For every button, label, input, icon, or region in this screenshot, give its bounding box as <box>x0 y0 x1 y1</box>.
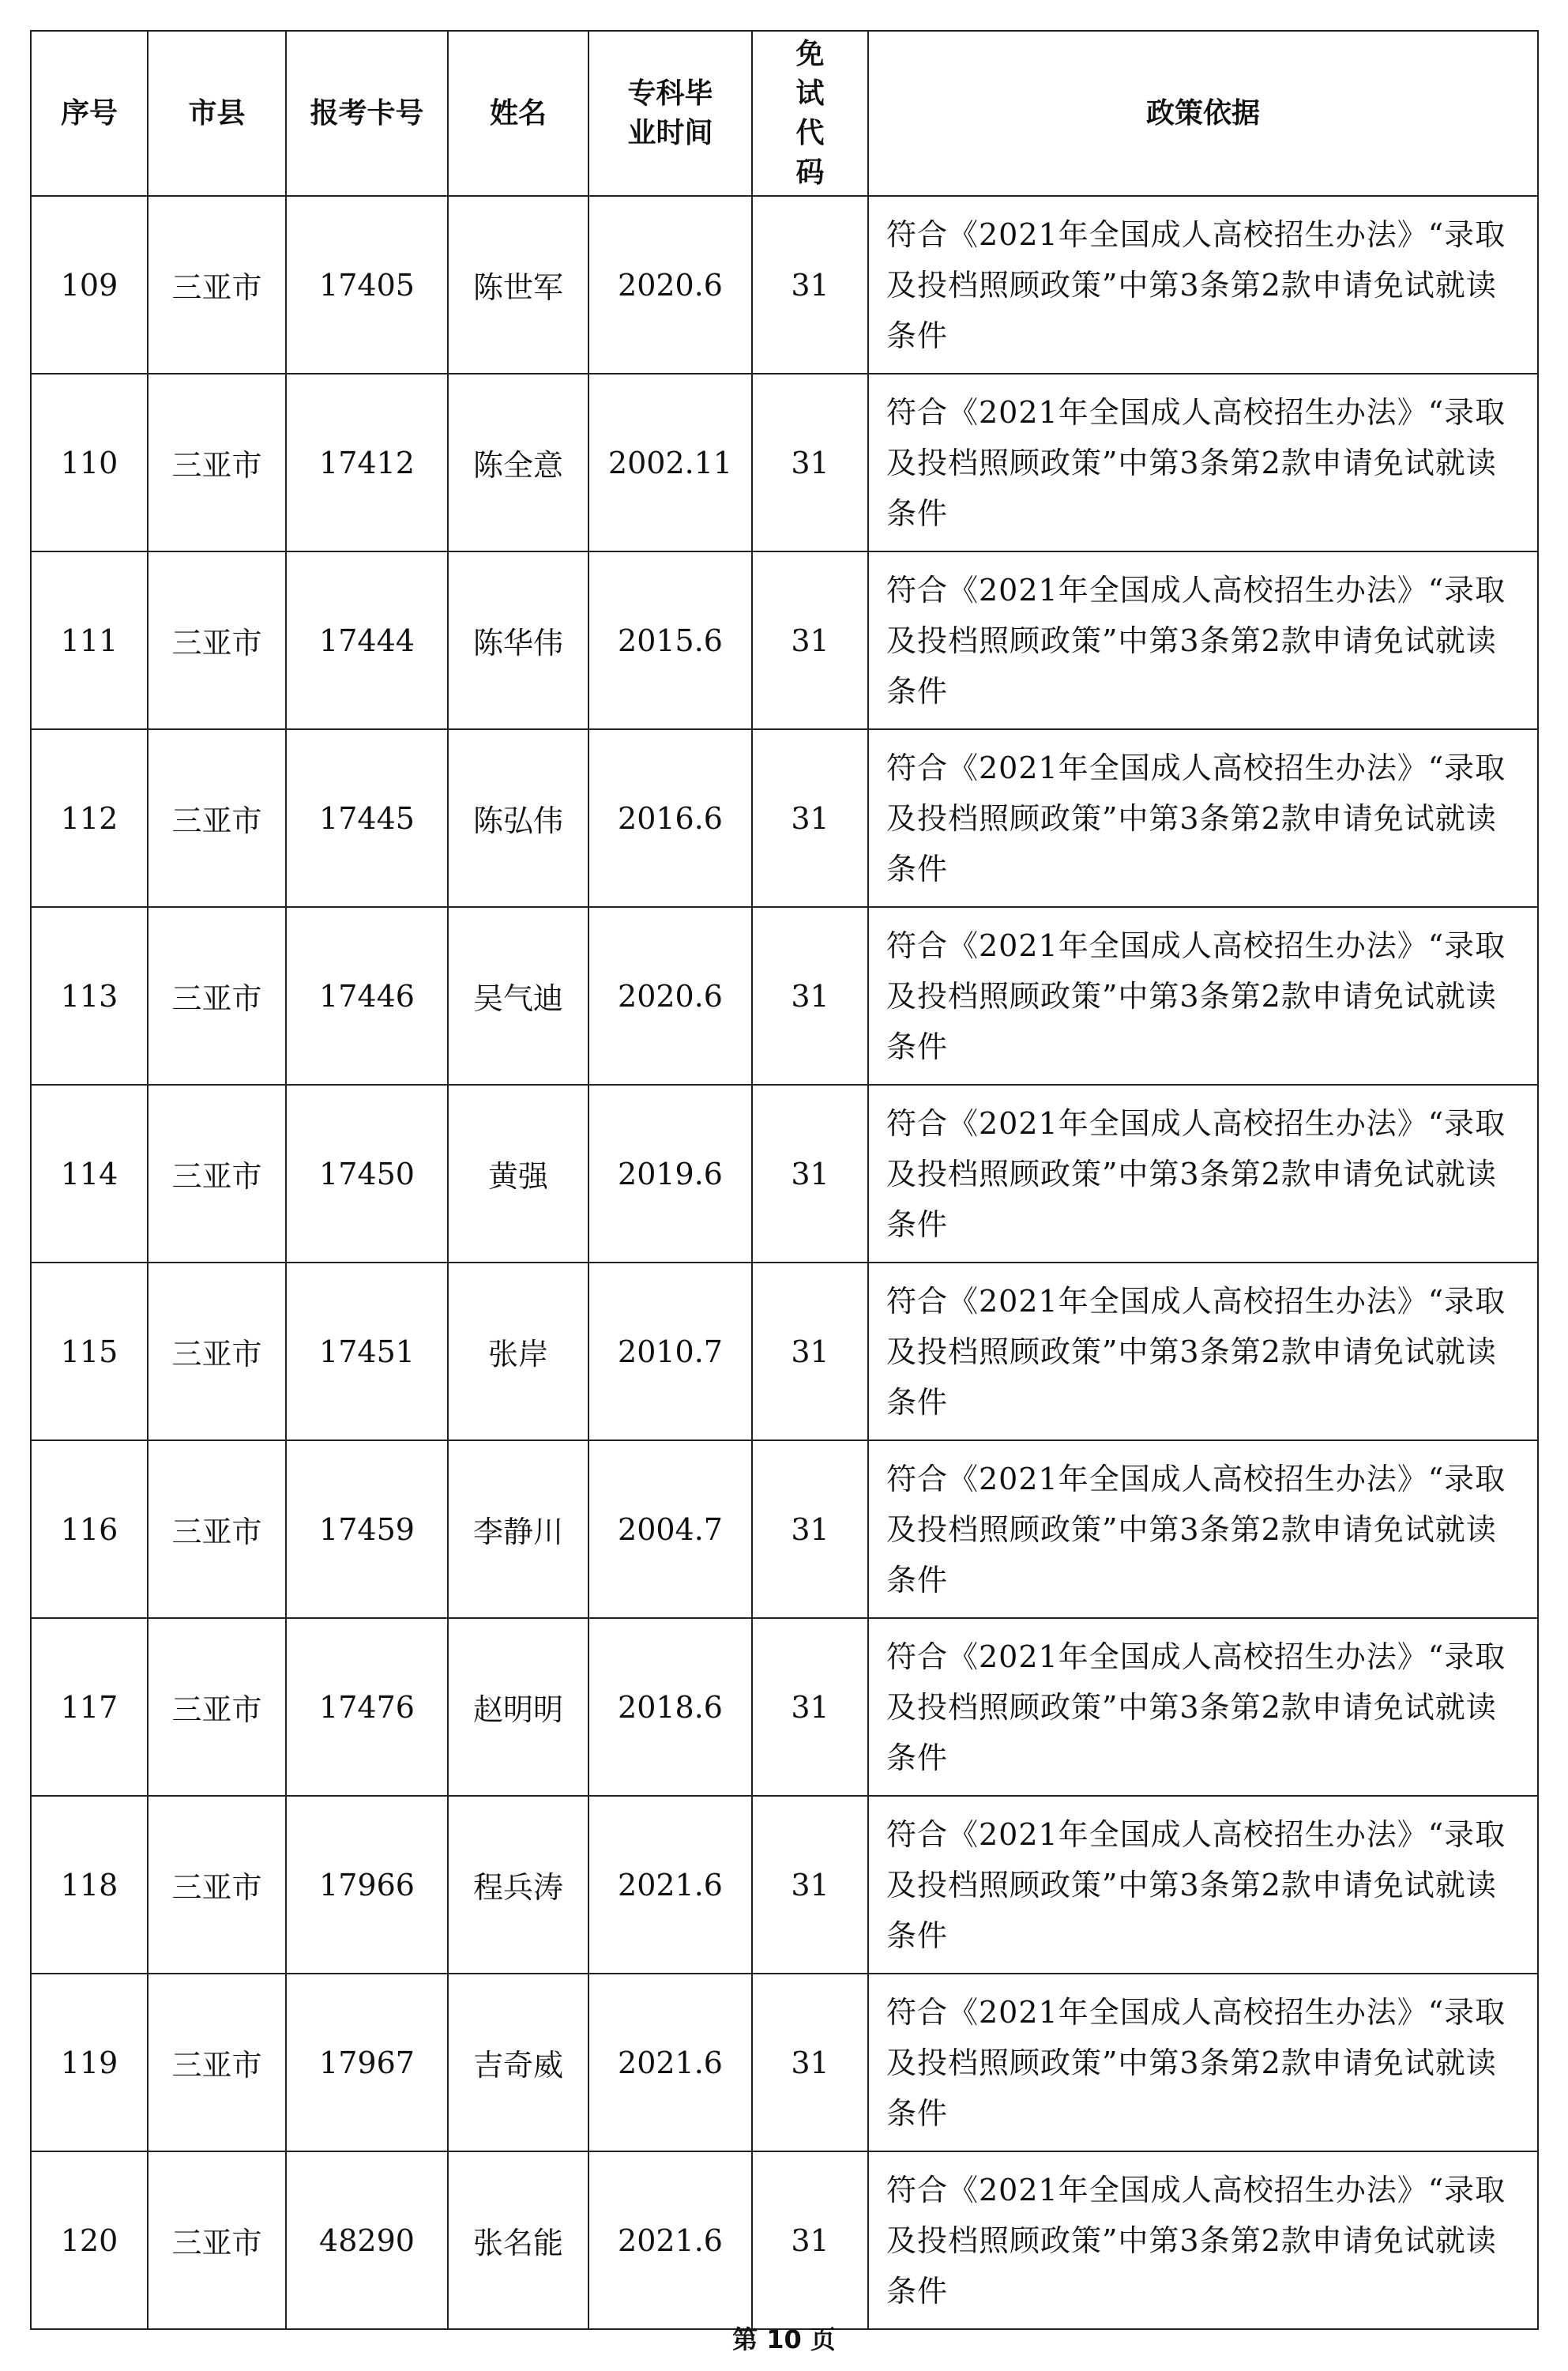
cell-graduation-time: 2018.6 <box>588 1618 752 1796</box>
cell-name: 陈全意 <box>448 374 588 551</box>
table-row <box>31 1440 1538 1618</box>
cell-policy-basis: 符合《2021年全国成人高校招生办法》“录取及投档照顾政策”中第3条第2款申请免试就读条件 <box>868 1263 1538 1440</box>
cell-policy-basis: 符合《2021年全国成人高校招生办法》“录取及投档照顾政策”中第3条第2款申请免试就读条件 <box>868 1085 1538 1263</box>
cell-exemption-code: 31 <box>752 196 868 374</box>
header-serial-number: 序号 <box>31 31 148 196</box>
table-row <box>31 374 1538 551</box>
table-row <box>31 907 1538 1085</box>
table-row <box>31 1085 1538 1263</box>
table-row <box>31 1796 1538 1974</box>
cell-graduation-time: 2020.6 <box>588 196 752 374</box>
cell-exemption-code: 31 <box>752 907 868 1085</box>
header-city-county: 市县 <box>148 31 286 196</box>
cell-exam-card-number: 17450 <box>286 1085 448 1263</box>
cell-policy-basis: 符合《2021年全国成人高校招生办法》“录取及投档照顾政策”中第3条第2款申请免试就读条件 <box>868 551 1538 729</box>
cell-exemption-code: 31 <box>752 1085 868 1263</box>
cell-exemption-code: 31 <box>752 1440 868 1618</box>
cell-name: 赵明明 <box>448 1618 588 1796</box>
cell-exam-card-number: 17966 <box>286 1796 448 1974</box>
cell-exam-card-number: 17445 <box>286 729 448 907</box>
cell-exam-card-number: 17444 <box>286 551 448 729</box>
cell-serial-number: 113 <box>31 907 148 1085</box>
cell-policy-basis: 符合《2021年全国成人高校招生办法》“录取及投档照顾政策”中第3条第2款申请免试就读条件 <box>868 1440 1538 1618</box>
cell-name: 吴气迪 <box>448 907 588 1085</box>
cell-policy-basis: 符合《2021年全国成人高校招生办法》“录取及投档照顾政策”中第3条第2款申请免试就读条件 <box>868 2151 1538 2329</box>
cell-serial-number: 112 <box>31 729 148 907</box>
cell-exam-card-number: 48290 <box>286 2151 448 2329</box>
cell-name: 张岸 <box>448 1263 588 1440</box>
cell-city-county: 三亚市 <box>148 2151 286 2329</box>
cell-exemption-code: 31 <box>752 1974 868 2151</box>
cell-name: 陈华伟 <box>448 551 588 729</box>
exemption-table <box>30 30 1539 2330</box>
cell-graduation-time: 2020.6 <box>588 907 752 1085</box>
cell-name: 黄强 <box>448 1085 588 1263</box>
cell-serial-number: 119 <box>31 1974 148 2151</box>
cell-city-county: 三亚市 <box>148 551 286 729</box>
cell-serial-number: 118 <box>31 1796 148 1974</box>
cell-exemption-code: 31 <box>752 1618 868 1796</box>
cell-exam-card-number: 17446 <box>286 907 448 1085</box>
table-body <box>31 196 1538 2329</box>
header-exam-card-number: 报考卡号 <box>286 31 448 196</box>
cell-graduation-time: 2016.6 <box>588 729 752 907</box>
header-exemption-code: 免试代码 <box>752 31 868 196</box>
table-row <box>31 1263 1538 1440</box>
cell-graduation-time: 2010.7 <box>588 1263 752 1440</box>
table-row <box>31 1974 1538 2151</box>
header-policy-basis: 政策依据 <box>868 31 1538 196</box>
cell-city-county: 三亚市 <box>148 374 286 551</box>
cell-name: 吉奇威 <box>448 1974 588 2151</box>
cell-policy-basis: 符合《2021年全国成人高校招生办法》“录取及投档照顾政策”中第3条第2款申请免试就读条件 <box>868 1974 1538 2151</box>
cell-exemption-code: 31 <box>752 551 868 729</box>
table-row <box>31 196 1538 374</box>
cell-serial-number: 109 <box>31 196 148 374</box>
cell-exemption-code: 31 <box>752 374 868 551</box>
cell-serial-number: 115 <box>31 1263 148 1440</box>
cell-graduation-time: 2019.6 <box>588 1085 752 1263</box>
cell-serial-number: 110 <box>31 374 148 551</box>
cell-exam-card-number: 17967 <box>286 1974 448 2151</box>
cell-city-county: 三亚市 <box>148 1618 286 1796</box>
cell-name: 陈世军 <box>448 196 588 374</box>
cell-policy-basis: 符合《2021年全国成人高校招生办法》“录取及投档照顾政策”中第3条第2款申请免试就读条件 <box>868 907 1538 1085</box>
cell-name: 陈弘伟 <box>448 729 588 907</box>
cell-exam-card-number: 17451 <box>286 1263 448 1440</box>
header-name: 姓名 <box>448 31 588 196</box>
cell-city-county: 三亚市 <box>148 1263 286 1440</box>
cell-exam-card-number: 17412 <box>286 374 448 551</box>
cell-exemption-code: 31 <box>752 1263 868 1440</box>
cell-serial-number: 111 <box>31 551 148 729</box>
table-row <box>31 2151 1538 2329</box>
cell-city-county: 三亚市 <box>148 907 286 1085</box>
cell-name: 程兵涛 <box>448 1796 588 1974</box>
cell-policy-basis: 符合《2021年全国成人高校招生办法》“录取及投档照顾政策”中第3条第2款申请免试就读条件 <box>868 729 1538 907</box>
header-graduation-time: 专科毕业时间 <box>588 31 752 196</box>
cell-serial-number: 117 <box>31 1618 148 1796</box>
cell-city-county: 三亚市 <box>148 729 286 907</box>
cell-policy-basis: 符合《2021年全国成人高校招生办法》“录取及投档照顾政策”中第3条第2款申请免试就读条件 <box>868 196 1538 374</box>
cell-graduation-time: 2021.6 <box>588 2151 752 2329</box>
cell-city-county: 三亚市 <box>148 196 286 374</box>
cell-policy-basis: 符合《2021年全国成人高校招生办法》“录取及投档照顾政策”中第3条第2款申请免试就读条件 <box>868 1618 1538 1796</box>
cell-graduation-time: 2004.7 <box>588 1440 752 1618</box>
cell-exam-card-number: 17459 <box>286 1440 448 1618</box>
cell-policy-basis: 符合《2021年全国成人高校招生办法》“录取及投档照顾政策”中第3条第2款申请免试就读条件 <box>868 1796 1538 1974</box>
cell-exemption-code: 31 <box>752 729 868 907</box>
cell-graduation-time: 2021.6 <box>588 1796 752 1974</box>
document-page <box>30 30 1537 2330</box>
table-row <box>31 551 1538 729</box>
cell-serial-number: 120 <box>31 2151 148 2329</box>
cell-policy-basis: 符合《2021年全国成人高校招生办法》“录取及投档照顾政策”中第3条第2款申请免试就读条件 <box>868 374 1538 551</box>
cell-serial-number: 116 <box>31 1440 148 1618</box>
cell-graduation-time: 2002.11 <box>588 374 752 551</box>
cell-name: 张名能 <box>448 2151 588 2329</box>
cell-exam-card-number: 17476 <box>286 1618 448 1796</box>
cell-name: 李静川 <box>448 1440 588 1618</box>
cell-city-county: 三亚市 <box>148 1440 286 1618</box>
cell-city-county: 三亚市 <box>148 1796 286 1974</box>
table-header-row <box>31 31 1538 196</box>
cell-graduation-time: 2021.6 <box>588 1974 752 2151</box>
cell-exemption-code: 31 <box>752 1796 868 1974</box>
cell-exam-card-number: 17405 <box>286 196 448 374</box>
cell-exemption-code: 31 <box>752 2151 868 2329</box>
cell-city-county: 三亚市 <box>148 1085 286 1263</box>
cell-serial-number: 114 <box>31 1085 148 1263</box>
table-row <box>31 1618 1538 1796</box>
table-row <box>31 729 1538 907</box>
page-number: 第 10 页 <box>732 2324 836 2354</box>
cell-graduation-time: 2015.6 <box>588 551 752 729</box>
cell-city-county: 三亚市 <box>148 1974 286 2151</box>
